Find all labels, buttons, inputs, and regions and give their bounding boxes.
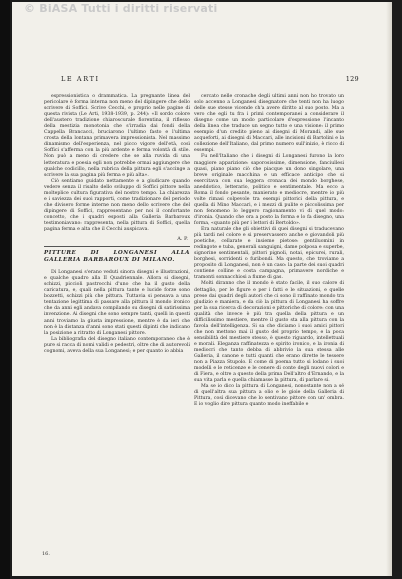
- paragraph: Ciò sentiamo guidato nettamente e a giudicare quando vedere senza il risalto dello sviluppo di Soffici pittore nella molteplice cultura figurativa del nostro tempo. La chiarezza e i saviezza dei suoi rapporti, come tradizionare del periodo che divisero forme interne non meno dello scrivere che del dipingere di Soffici, rappresentano per noi il confortante concetto, che i quadri esposti alla Galleria Barbaroux testimoniavano: rappresenta, nella pittura di Soffici, quella pagina ferma e alta che il Cecchi auspicava.: [44, 178, 190, 233]
- journal-title: LE ARTI: [61, 75, 100, 83]
- paragraph: Di Longanesi s'erano veduti sinora disegni e illustrazioni, e qualche quadro alla II Quadriennale. Allora si disegni, schizzi, piccioli pastrocchi d'uno che ha il gusto della caricatura, e, quali nella pittura tante e lucide forze sono bozzetti, schizzi più che pittura. Tuttavia si pensava a una tentazione legittima di passare alla pittura il mondo ironico che da anni egli andava compilando su disegni di satirissima invenzione. Ai disegni che sono sempre tanti, quelli in questi anni troviamo la giusta impressione, mentre è da ieri che non è la distanza d'anni sono stati questi dipinti che indicano la posizione a ritratto di Longanesi pittore.: [44, 270, 190, 336]
- author-signature: A. P.: [177, 236, 188, 243]
- document-page: [12, 2, 392, 576]
- section-title: PITTURE DI LONGANESI ALLA GALLERIA BARBAROUX DI MILANO.: [44, 250, 190, 264]
- section-divider: [44, 246, 190, 247]
- running-head: [61, 75, 381, 87]
- right-column: [194, 94, 344, 408]
- spine-shadow: [386, 2, 392, 576]
- paragraph: cercato nelle cronache degli ultimi anni non ho trovato un solo accenno a Longanesi disegnatore che tenti non ha luogo delle sue stesse vicende ch'a avere diritto al suo posto. Ma a vero che egli tu fra i primi contemporanei a considerare il disegno come un modo particolare d'espressione l'incanto della linea che traduce un segno tutto e una visione: il primo esempio d'un credito pieno ai disegni di Morandi, alle sue acqueforti, ai disegni di Maccari, alle incisioni di Bartolini e la collezione dell'Italiano, dal primo numero sull'inizio, è ricco di essempi.: [194, 94, 344, 154]
- copyright-watermark: © BiASA Tutti i diritti riservati: [24, 2, 218, 15]
- paragraph: Ma se io dico la pittura di Longanesi, nonostante non a sé di quell'altra sua pittura a olio e le gioie della Galleria di Pittura, così dicevano che lo sentivano pittore con un' ombra. E io voglio dire pittura quanto modo ineffabile e: [194, 384, 344, 408]
- scan-edge: [0, 0, 10, 579]
- paragraph: espressionistica o drammatica. La pregnante linea del pericolare è forma interna non meno del dipingere che dello scrivere di Soffici. Scrive Cecchi, e proprio nelle pagine di questa rivista (Le Arti, 1938-1939, p. 244): «Il sordo colore dell'austero tradizione chiaroscurale fiorentina, il riflesso della mestizia monotonia che s'irradia dai fondi della Cappella Brancacci, bruciarono l'ultimo fasto e l'ultima crosta della lontana primavera impressionista. Nel massimo dinamismo dell'esperienza, nel picco vigore dell'età, così Soffici s'afferma con la più ardente e ferma volontà di stile. Non può a meno di credere che se alla ruvida di una letteratura e poesia egli non potrebbe ormai aggiungere che qualche codicillo, nella rubrica della pittura egli s'accinge a scrivere la sua pagina più ferma e più alta».: [44, 94, 190, 178]
- page-number: 129: [345, 75, 359, 83]
- paragraph: Fu nell'Italiano che i disegni di Longanesi furono la loro maggiore apparizione: saporosissime, dimensione, fanciullesi quasi, piano piano ciò che piacque un dono singolare, una breve originale macchina e un efficace anticipo che si esercitava con sua leggera cronaca dei mondo borghese, aneddotico, letterario, politico e sentimentale. Ma ecco a Roma il fondo pesante, manierato e mediocre, mentre io più volte rimasi colpevole tra esempi pittorici della pittura, e quella di Mino Maccari, e i mezzi di pulite e piccolissima per non fenomeno lo leggero ragionamento vi di quel modo: d'ironia. Quando che ora a posto la forma e lo fa disegno, una forma, «quanto più per i lettori di Bertoldo».: [194, 154, 344, 226]
- paragraph: La bibliografia del disegno italiano contemporaneo che è pure si racca di nomi validi e pedestri, oltre che di autorevoli cognomi, aveva della sua Longanesi; e per quanto io abbia: [44, 336, 190, 354]
- folio-number: 16.: [42, 551, 50, 557]
- left-column: [44, 94, 190, 355]
- paragraph: Molti diranno che il mondo è stato facile, il suo calore di dettaglio, per le figure e per i fatti e le situazioni, e quelle prese dai quadri degli autori che ci sono il raffinato mondo tra giudizio e maniera, e da ciò la pittura di Longanesi ha soffre per la sua ricerca di decorazioni e pittoriche di colore: con una qualità che invece è più tra quella della pittura e un difficilissimo mestiere, mentre il gusto sta alla pittura con la favola dell'intelligenza. Si sa che diciamo i suoi amici pittori che non mettono mai il gusto del proprio tempo, e la poca sensibilità del mestiere stesso, è questo riguardo, intellettuali e morali. Eleganza raffinatezza e spirito ironico, e la ironia di mediocri che tanto debba di abbrivio la sua stessa alle Galleria, il canone e tutti quanti che erano dirette le tessere non a Piazza Stupolo. E come di poema tutto si lodano i suoi modelli e le reticenze e le cenere di conte degli nuovi colori e di Fiera, e oltre a questo della prima Dell'altro d'Ernando, e la sua vita parla e quella chiamasse la pittura, di parlare si.: [194, 281, 344, 384]
- paragraph: Era naturale che gli obiettivi di quei disegni si traducevano più tardi nel colore e si preservassero anche e giovandoli più poetiche, cellarate e insieme pietose: gentiluomini in redingote e tuba, generali sanguigni, dame polposa e superbe, signorine sentimentali, pittori pignoli, notai, epicurei, rurali, borghesi, sorridenti o furibondi. Ma questo, che troviamo a proposito di Longanesi, non è un caso: la parte dei suoi quadri contiene colline e costa campagna, primavere nordiche e tramonti sonnacchiosi a fiume di gas.: [194, 227, 344, 281]
